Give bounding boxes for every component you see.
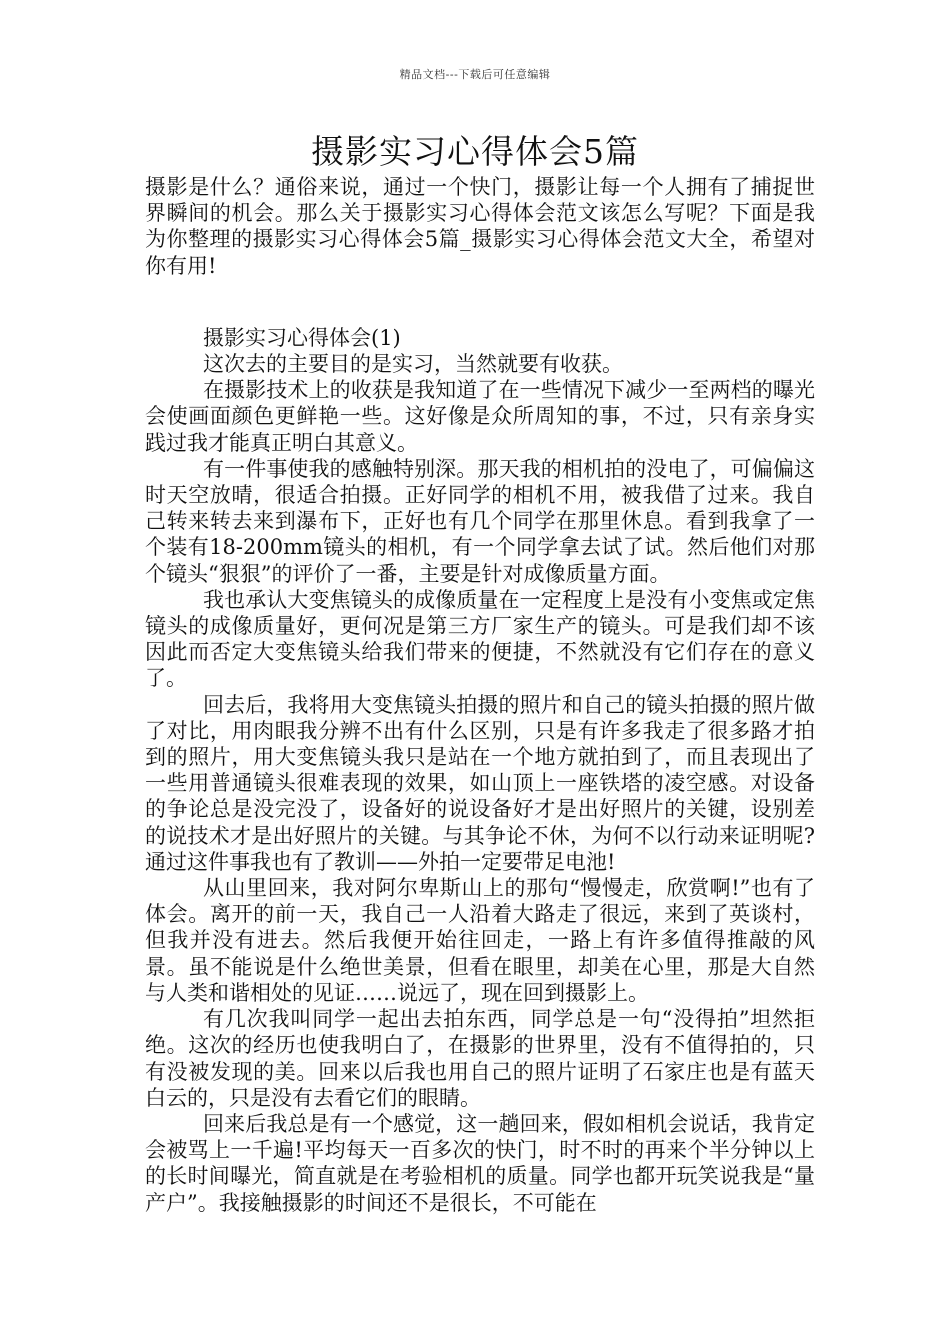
body-paragraph: 从山里回来，我对阿尔卑斯山上的那句“慢慢走，欣赏啊!”也有了体会。离开的前一天，我自己一人沿着大路走了很远，来到了英谈村，但我并没有进去。然后我便开始往回走，一路上有许多值得推敲的风景。虽不能说是什么绝世美景，但看在眼里，却美在心里，那是大自然与人类和谐相处的见证……说远了，现在回到摄影上。 xyxy=(145,876,815,1005)
document-body xyxy=(145,174,815,1216)
body-paragraph: 回去后，我将用大变焦镜头拍摄的照片和自己的镜头拍摄的照片做了对比，用肉眼我分辨不出有什么区别，只是有许多我走了很多路才拍到的照片，用大变焦镜头我只是站在一个地方就拍到了，而且表现出了一些用普通镜头很难表现的效果，如山顶上一座铁塔的凌空感。对设备的争论总是没完没了，设备好的说设备好才是出好照片的关键，设别差的说技术才是出好照片的关键。与其争论不休，为何不以行动来证明呢?通过这件事我也有了教训——外拍一定要带足电池! xyxy=(145,692,815,874)
body-paragraph: 这次去的主要目的是实习，当然就要有收获。 xyxy=(203,352,623,377)
body-paragraph: 有一件事使我的感触特别深。那天我的相机拍的没电了，可偏偏这时天空放晴，很适合拍摄。正好同学的相机不用，被我借了过来。我自己转来转去来到瀑布下，正好也有几个同学在那里休息。看到我拿了一个装有18-200mm镜头的相机，有一个同学拿去试了试。然后他们对那个镜头“狠狠”的评价了一番，主要是针对成像质量方面。 xyxy=(145,456,815,586)
body-paragraph: 在摄影技术上的收获是我知道了在一些情况下减少一至两档的曝光会使画面颜色更鲜艳一些。这好像是众所周知的事，不过，只有亲身实践过我才能真正明白其意义。 xyxy=(145,378,815,455)
header-note: 精品文档---下载后可任意编辑 xyxy=(399,68,551,81)
body-paragraph: 有几次我叫同学一起出去拍东西，同学总是一句“没得拍”坦然拒绝。这次的经历也使我明白了，在摄影的世界里，没有不值得拍的，只有没被发现的美。回来以后我也用自己的照片证明了石家庄也是有蓝天白云的，只是没有去看它们的眼睛。 xyxy=(145,1007,815,1110)
document-title: 摄影实习心得体会5篇 xyxy=(311,132,639,171)
body-paragraph: 回来后我总是有一个感觉，这一趟回来，假如相机会说话，我肯定会被骂上一千遍!平均每天一百多次的快门，时不时的再来个半分钟以上的长时间曝光，简直就是在考验相机的质量。同学也都开玩笑说我是“量产户”。我接触摄影的时间还不是很长，不可能在 xyxy=(145,1111,815,1215)
section-heading: 摄影实习心得体会(1) xyxy=(203,325,401,350)
intro-paragraph: 摄影是什么？通俗来说，通过一个快门，摄影让每一个人拥有了捕捉世界瞬间的机会。那么关于摄影实习心得体会范文该怎么写呢？下面是我为你整理的摄影实习心得体会5篇_摄影实习心得体会范文大全，希望对你有用! xyxy=(145,175,815,278)
body-paragraph: 我也承认大变焦镜头的成像质量在一定程度上是没有小变焦或定焦镜头的成像质量好，更何况是第三方厂家生产的镜头。可是我们却不该因此而否定大变焦镜头给我们带来的便捷，不然就没有它们存在的意义了。 xyxy=(145,587,815,691)
